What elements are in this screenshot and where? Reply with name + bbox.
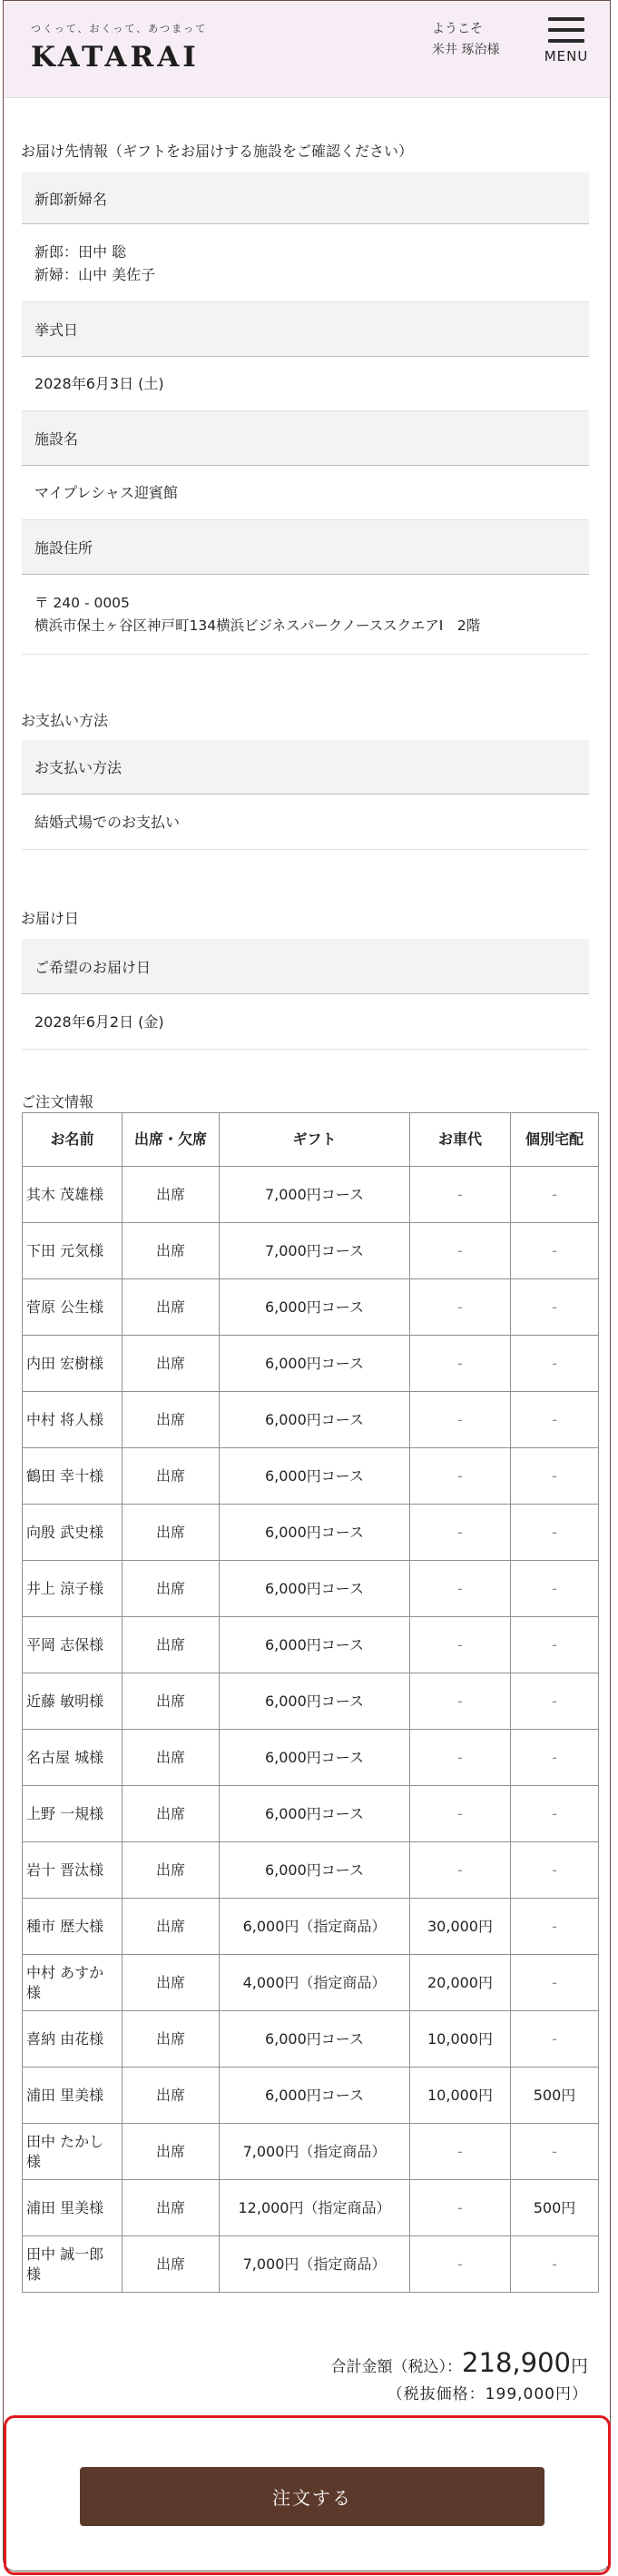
payment-section-title: お支払い方法	[21, 712, 109, 729]
bride-name: 新婦：山中 美佐子	[34, 265, 156, 283]
order-row	[23, 1505, 599, 1561]
guest-name-cell: 井上 涼子様	[23, 1561, 123, 1617]
guest-name-cell: 岩十 晋汰様	[23, 1842, 123, 1899]
gift-cell: 6,000円コース	[220, 1336, 410, 1392]
order-section-title: ご注文情報	[21, 1093, 94, 1110]
venue-label: 施設名	[22, 411, 589, 466]
individual-delivery-cell: -	[511, 2236, 599, 2293]
order-row	[23, 2011, 599, 2068]
order-row	[23, 1561, 599, 1617]
car-fee-cell: -	[410, 2124, 511, 2180]
guest-name-cell: 田中 たかし様	[23, 2124, 123, 2180]
col-delivery-header: 個別宅配	[511, 1113, 599, 1167]
attendance-cell: 出席	[123, 1336, 220, 1392]
gift-cell: 6,000円コース	[220, 1786, 410, 1842]
total-yen: 円	[570, 2356, 588, 2376]
individual-delivery-cell: 500円	[511, 2068, 599, 2124]
guest-name-cell: 田中 誠一郎様	[23, 2236, 123, 2293]
car-fee-cell: -	[410, 1336, 511, 1392]
gift-cell: 6,000円コース	[220, 1505, 410, 1561]
attendance-cell: 出席	[123, 1955, 220, 2011]
individual-delivery-cell: -	[511, 1955, 599, 2011]
attendance-cell: 出席	[123, 1448, 220, 1505]
car-fee-cell: -	[410, 1223, 511, 1279]
individual-delivery-cell: -	[511, 2124, 599, 2180]
individual-delivery-cell: -	[511, 1786, 599, 1842]
couple-value	[22, 224, 589, 302]
delivery-date-label: ご希望のお届け日	[22, 939, 589, 994]
individual-delivery-cell: 500円	[511, 2180, 599, 2236]
site-header	[4, 1, 610, 98]
attendance-cell: 出席	[123, 1505, 220, 1561]
order-row	[23, 1167, 599, 1223]
car-fee-cell: 10,000円	[410, 2068, 511, 2124]
individual-delivery-cell: -	[511, 1561, 599, 1617]
individual-delivery-cell: -	[511, 1336, 599, 1392]
attendance-cell: 出席	[123, 2124, 220, 2180]
order-row	[23, 1336, 599, 1392]
attendance-cell: 出席	[123, 1730, 220, 1786]
gift-cell: 6,000円コース	[220, 1730, 410, 1786]
gift-cell: 6,000円（指定商品）	[220, 1899, 410, 1955]
gift-cell: 4,000円（指定商品）	[220, 1955, 410, 2011]
guest-name-cell: 上野 一規様	[23, 1786, 123, 1842]
wedding-date-value: 2028年6月3日 (土)	[22, 357, 589, 411]
postal-code: 〒 240 - 0005	[34, 594, 130, 611]
individual-delivery-cell: -	[511, 1730, 599, 1786]
attendance-cell: 出席	[123, 2180, 220, 2236]
order-row	[23, 1448, 599, 1505]
attendance-cell: 出席	[123, 1842, 220, 1899]
individual-delivery-cell: -	[511, 1842, 599, 1899]
payment-value: 結婚式場でのお支払い	[22, 795, 589, 850]
guest-name-cell: 喜納 由花様	[23, 2011, 123, 2068]
car-fee-cell: -	[410, 1505, 511, 1561]
car-fee-cell: -	[410, 2180, 511, 2236]
order-row	[23, 2236, 599, 2293]
individual-delivery-cell: -	[511, 2011, 599, 2068]
attendance-cell: 出席	[123, 1673, 220, 1730]
site-logo[interactable]: KATARAI	[31, 41, 200, 74]
car-fee-cell: 20,000円	[410, 1955, 511, 2011]
delivery-date-value: 2028年6月2日 (金)	[22, 994, 589, 1050]
order-table-header	[23, 1113, 599, 1167]
attendance-cell: 出席	[123, 1392, 220, 1448]
gift-cell: 7,000円コース	[220, 1167, 410, 1223]
couple-label: 新郎新婦名	[22, 173, 589, 224]
attendance-cell: 出席	[123, 2011, 220, 2068]
groom-name: 新郎：田中 聡	[34, 242, 127, 261]
menu-button[interactable]	[539, 17, 593, 64]
car-fee-cell: -	[410, 1561, 511, 1617]
car-fee-cell: -	[410, 1617, 511, 1673]
order-row	[23, 1899, 599, 1955]
car-fee-cell: -	[410, 2236, 511, 2293]
guest-name-cell: 平岡 志保様	[23, 1617, 123, 1673]
col-attendance-header: 出席・欠席	[123, 1113, 220, 1167]
address-label: 施設住所	[22, 520, 589, 575]
welcome-text	[432, 19, 499, 61]
order-table	[22, 1112, 599, 2293]
order-row	[23, 1223, 599, 1279]
attendance-cell: 出席	[123, 1279, 220, 1336]
order-row	[23, 1955, 599, 2011]
guest-name-cell: 近藤 敏明様	[23, 1673, 123, 1730]
venue-value: マイプレシャス迎賓館	[22, 466, 589, 520]
car-fee-cell: -	[410, 1279, 511, 1336]
order-row	[23, 1392, 599, 1448]
gift-cell: 7,000円（指定商品）	[220, 2124, 410, 2180]
individual-delivery-cell: -	[511, 1279, 599, 1336]
individual-delivery-cell: -	[511, 1448, 599, 1505]
gift-cell: 6,000円コース	[220, 1392, 410, 1448]
gift-cell: 6,000円コース	[220, 1279, 410, 1336]
order-row	[23, 1730, 599, 1786]
guest-name-cell: 其木 茂雄様	[23, 1167, 123, 1223]
gift-cell: 6,000円コース	[220, 1673, 410, 1730]
guest-name-cell: 名古屋 城様	[23, 1730, 123, 1786]
total-label: 合計金額（税込）：	[330, 2358, 463, 2376]
gift-cell: 12,000円（指定商品）	[220, 2180, 410, 2236]
guest-name-cell: 中村 あすか様	[23, 1955, 123, 2011]
car-fee-cell: -	[410, 1448, 511, 1505]
gift-cell: 6,000円コース	[220, 1842, 410, 1899]
attendance-cell: 出席	[123, 1786, 220, 1842]
car-fee-cell: -	[410, 1730, 511, 1786]
individual-delivery-cell: -	[511, 1392, 599, 1448]
attendance-cell: 出席	[123, 1561, 220, 1617]
hamburger-icon[interactable]	[539, 17, 593, 43]
submit-order-button[interactable]: 注文する	[80, 2467, 544, 2526]
col-gift-header: ギフト	[220, 1113, 410, 1167]
guest-name-cell: 内田 宏樹様	[23, 1336, 123, 1392]
user-name: 米井 琢治様	[432, 43, 500, 57]
car-fee-cell: 30,000円	[410, 1899, 511, 1955]
tagline: つくって、おくって、あつまって	[31, 23, 208, 35]
car-fee-cell: 10,000円	[410, 2011, 511, 2068]
gift-cell: 6,000円コース	[220, 2011, 410, 2068]
col-fee-header: お車代	[410, 1113, 511, 1167]
menu-label: MENU	[544, 48, 589, 64]
guest-name-cell: 菅原 公生様	[23, 1279, 123, 1336]
welcome-greeting: ようこそ	[432, 22, 483, 36]
delivery-section-title: お届け先情報（ギフトをお届けする施設をご確認ください）	[21, 143, 414, 160]
car-fee-cell: -	[410, 1392, 511, 1448]
gift-cell: 6,000円コース	[220, 1448, 410, 1505]
order-row	[23, 1279, 599, 1336]
gift-cell: 6,000円コース	[220, 1617, 410, 1673]
total-amount	[331, 2347, 588, 2378]
tax-excluded-price: （税抜価格：199,000円）	[387, 2385, 588, 2403]
attendance-cell: 出席	[123, 1223, 220, 1279]
attendance-cell: 出席	[123, 2068, 220, 2124]
guest-name-cell: 鶴田 幸十様	[23, 1448, 123, 1505]
col-name-header: お名前	[23, 1113, 123, 1167]
individual-delivery-cell: -	[511, 1223, 599, 1279]
car-fee-cell: -	[410, 1842, 511, 1899]
car-fee-cell: -	[410, 1786, 511, 1842]
individual-delivery-cell: -	[511, 1899, 599, 1955]
individual-delivery-cell: -	[511, 1673, 599, 1730]
wedding-date-label: 挙式日	[22, 302, 589, 357]
address-value	[22, 575, 589, 655]
car-fee-cell: -	[410, 1673, 511, 1730]
order-row	[23, 1673, 599, 1730]
payment-label: お支払い方法	[22, 740, 589, 795]
individual-delivery-cell: -	[511, 1505, 599, 1561]
gift-cell: 6,000円コース	[220, 1561, 410, 1617]
car-fee-cell: -	[410, 1167, 511, 1223]
individual-delivery-cell: -	[511, 1617, 599, 1673]
gift-cell: 7,000円コース	[220, 1223, 410, 1279]
attendance-cell: 出席	[123, 1899, 220, 1955]
gift-cell: 6,000円コース	[220, 2068, 410, 2124]
guest-name-cell: 種市 歴大様	[23, 1899, 123, 1955]
delivery-date-section-title: お届け日	[21, 910, 80, 927]
gift-cell: 7,000円（指定商品）	[220, 2236, 410, 2293]
total-value: 218,900	[462, 2347, 571, 2378]
individual-delivery-cell: -	[511, 1167, 599, 1223]
order-row	[23, 2180, 599, 2236]
guest-name-cell: 中村 将人様	[23, 1392, 123, 1448]
order-row	[23, 1842, 599, 1899]
attendance-cell: 出席	[123, 2236, 220, 2293]
guest-name-cell: 浦田 里美様	[23, 2068, 123, 2124]
guest-name-cell: 下田 元気様	[23, 1223, 123, 1279]
attendance-cell: 出席	[123, 1167, 220, 1223]
order-row	[23, 1617, 599, 1673]
order-row	[23, 1786, 599, 1842]
attendance-cell: 出席	[123, 1617, 220, 1673]
order-row	[23, 2124, 599, 2180]
address-text: 横浜市保土ヶ谷区神戸町134横浜ビジネスパークノーススクエアⅠ 2階	[34, 617, 481, 634]
order-row	[23, 2068, 599, 2124]
guest-name-cell: 向殷 武史様	[23, 1505, 123, 1561]
guest-name-cell: 浦田 里美様	[23, 2180, 123, 2236]
